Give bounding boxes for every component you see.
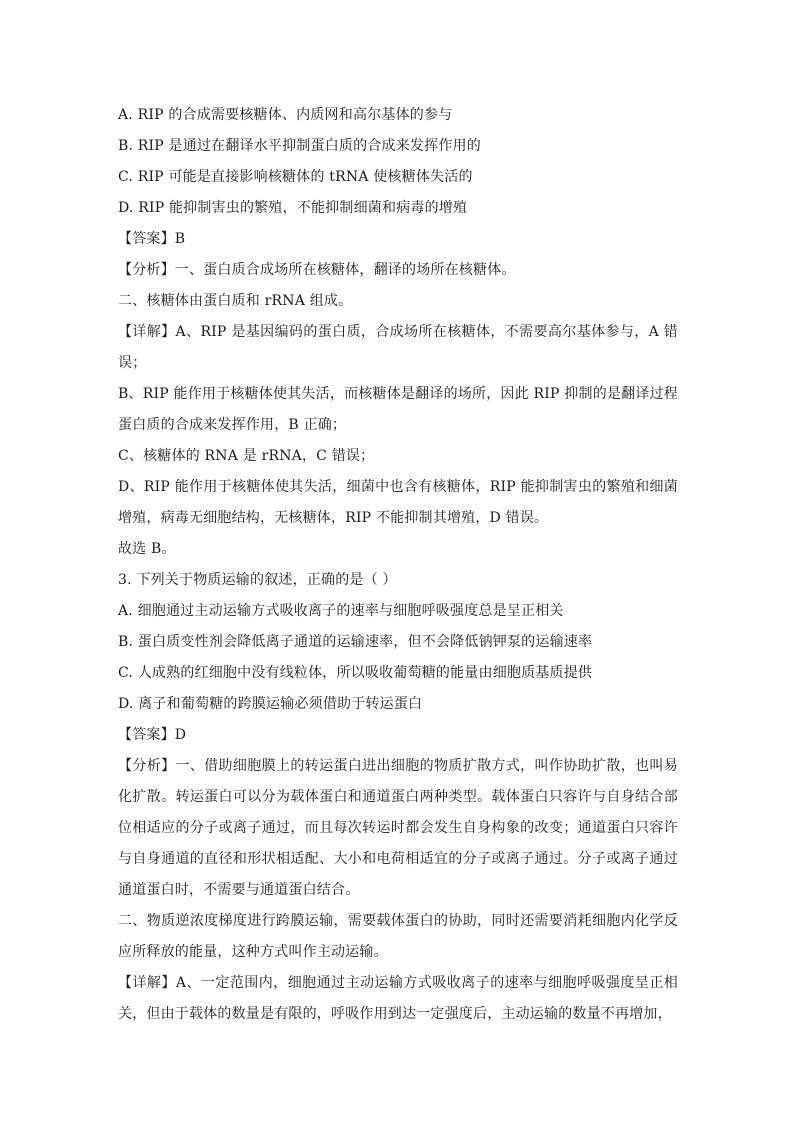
q2-option-a: A. RIP 的合成需要核糖体、内质网和高尔基体的参与 [118,107,453,123]
q3-analysis-2: 二、物质逆浓度梯度进行跨膜运输，需要载体蛋白的协助，同时还需要消耗细胞内化学反应所释放的能量，这种方式叫作主动运输。 [118,913,678,960]
q3-option-d: D. 离子和葡萄糖的跨膜运输必须借助于转运蛋白 [118,696,423,712]
q2-option-b: B. RIP 是通过在翻译水平抑制蛋白质的合成来发挥作用的 [118,138,481,154]
q3-option-c: C. 人成熟的红细胞中没有线粒体，所以吸收葡萄糖的能量由细胞质基质提供 [118,665,593,681]
q2-answer: 【答案】B [118,231,186,247]
q3-answer: 【答案】D [118,727,187,743]
q2-detail-d: D、RIP 能作用于核糖体使其失活，细菌中也含有核糖体，RIP 能抑制害虫的繁殖和细菌增殖，病毒无细胞结构，无核糖体，RIP 不能抑制其增殖，D 错误。 [118,479,678,526]
document-body [118,100,678,1030]
q2-detail-b: B、RIP 能作用于核糖体使其失活，而核糖体是翻译的场所，因此 RIP 抑制的是翻译过程蛋白质的合成来发挥作用，B 正确； [118,386,678,433]
q2-option-d: D. RIP 能抑制害虫的繁殖，不能抑制细菌和病毒的增殖 [118,200,468,216]
q3-detail-a: 【详解】A、一定范围内，细胞通过主动运输方式吸收离子的速率与细胞呼吸强度呈正相关，但由于载体的数量是有限的，呼吸作用到达一定强度后，主动运输的数量不再增加， [118,975,678,1022]
q3-stem: 3. 下列关于物质运输的叙述，正确的是（ ） [118,572,397,588]
q3-analysis-1: 【分析】一、借助细胞膜上的转运蛋白进出细胞的物质扩散方式，叫作协助扩散，也叫易化扩散。转运蛋白可以分为载体蛋白和通道蛋白两种类型。载体蛋白只容许与自身结合部位相适应的分子或离子通过，而且每次转运时都会发生自身构象的改变；通道蛋白只容许与自身通道的直径和形状相适配、大小和电荷相适宜的分子或离子通过。分子或离子通过通道蛋白时，不需要与通道蛋白结合。 [118,758,678,898]
q2-option-c: C. RIP 可能是直接影响核糖体的 tRNA 使核糖体失活的 [118,169,473,185]
q2-analysis-1: 【分析】一、蛋白质合成场所在核糖体，翻译的场所在核糖体。 [118,262,516,278]
q2-conclusion: 故选 B。 [118,541,176,557]
q2-detail-a: 【详解】A、RIP 是基因编码的蛋白质，合成场所在核糖体，不需要高尔基体参与，A 错误； [118,324,678,371]
q2-detail-c: C、核糖体的 RNA 是 rRNA，C 错误； [118,448,375,464]
q3-option-b: B. 蛋白质变性剂会降低离子通道的运输速率，但不会降低钠钾泵的运输速率 [118,634,593,650]
q2-analysis-2: 二、核糖体由蛋白质和 rRNA 组成。 [118,293,353,309]
q3-option-a: A. 细胞通过主动运输方式吸收离子的速率与细胞呼吸强度总是呈正相关 [118,603,564,619]
